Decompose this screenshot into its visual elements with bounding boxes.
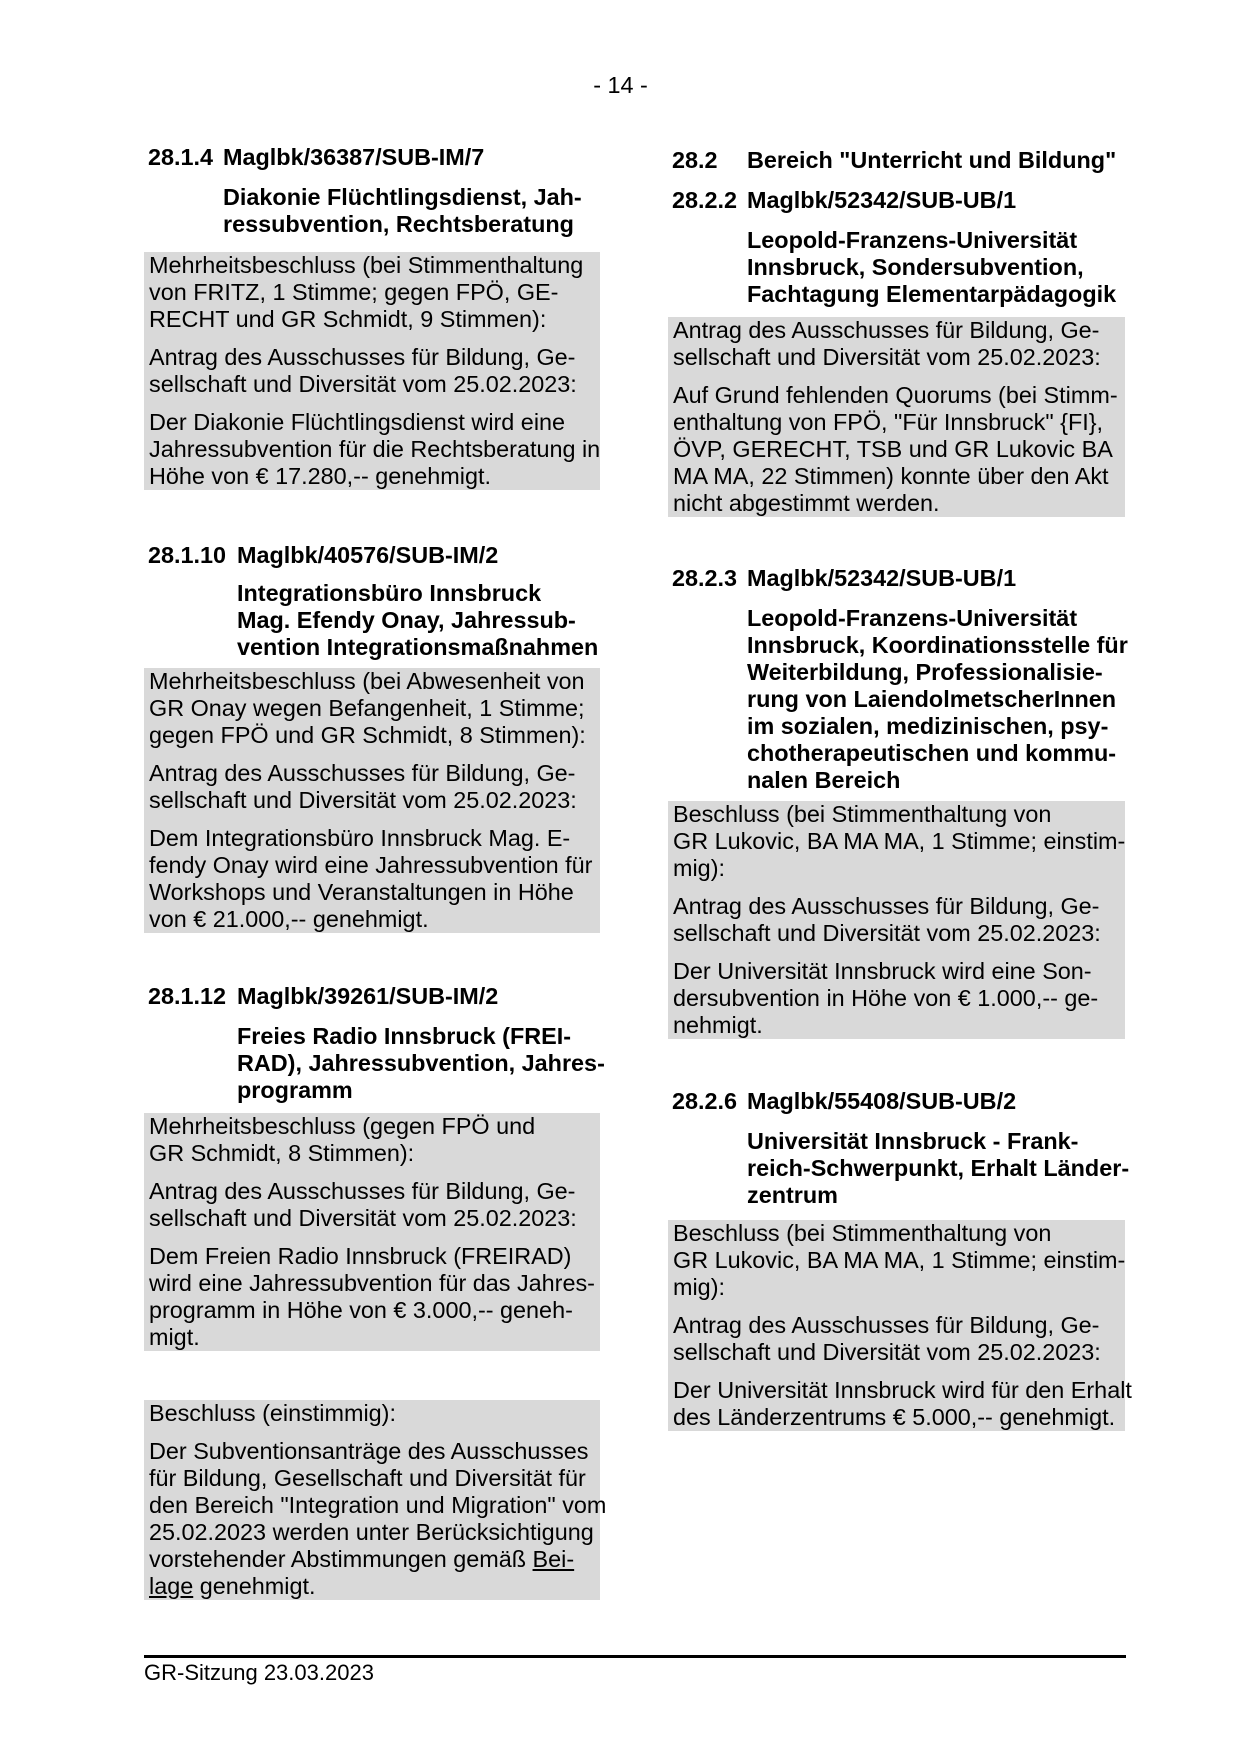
section-heading-28-1-4 <box>144 144 600 171</box>
text-line: Beschluss (bei Stimmenthaltung von <box>673 801 1052 827</box>
title-line: im sozialen, medizinischen, psy- <box>747 713 1109 739</box>
text-line: GR Onay wegen Befangenheit, 1 Stimme; <box>149 695 585 721</box>
text-line: mig): <box>673 1274 725 1300</box>
title-line: Leopold-Franzens-Universität <box>747 227 1078 253</box>
text-line: von € 21.000,-- genehmigt. <box>149 906 429 932</box>
paragraph <box>149 409 601 490</box>
text-line: Antrag des Ausschusses für Bildung, Ge- <box>673 893 1100 919</box>
paragraph <box>673 801 1126 882</box>
section-heading-28-1-10 <box>144 542 600 569</box>
highlight-block-28-1-12 <box>144 1113 600 1351</box>
paragraph <box>673 1220 1126 1301</box>
text-line: MA MA, 22 Stimmen) konnte über den Akt <box>673 463 1109 489</box>
highlight-block-28-2-6 <box>668 1220 1132 1431</box>
text-line: sellschaft und Diversität vom 25.02.2023: <box>673 1339 1101 1365</box>
section-code: Maglbk/40576/SUB-IM/2 <box>237 542 499 568</box>
title-line: Innsbruck, Sondersubvention, <box>747 254 1084 280</box>
text-line: sellschaft und Diversität vom 25.02.2023: <box>149 787 577 813</box>
section-number: 28.1.10 <box>148 542 227 568</box>
section-code: Maglbk/39261/SUB-IM/2 <box>237 983 499 1009</box>
highlight-block-28-2-2 <box>668 317 1125 517</box>
text-line: GR Lukovic, BA MA MA, 1 Stimme; einstim- <box>673 1247 1126 1273</box>
text-line: von FRITZ, 1 Stimme; gegen FPÖ, GE- <box>149 279 559 305</box>
text-line: Dem Integrationsbüro Innsbruck Mag. E- <box>149 825 571 851</box>
text-line: Auf Grund fehlenden Quorums (bei Stimm- <box>673 382 1118 408</box>
text-line: Der Subventionsanträge des Ausschusses <box>149 1438 589 1464</box>
title-line: nalen Bereich <box>747 767 901 793</box>
text-line: Antrag des Ausschusses für Bildung, Ge- <box>149 760 576 786</box>
paragraph <box>149 252 596 333</box>
section-title-28-2-6 <box>747 1128 1130 1209</box>
text-line: nehmigt. <box>673 1012 763 1038</box>
text-line: GR Lukovic, BA MA MA, 1 Stimme; einstim- <box>673 828 1126 854</box>
text-line: sellschaft und Diversität vom 25.02.2023: <box>673 344 1101 370</box>
paragraph <box>673 1377 1132 1431</box>
area-header-28-2 <box>668 147 1125 174</box>
section-number: 28.1.12 <box>148 983 227 1009</box>
title-line: Weiterbildung, Professionalisie- <box>747 659 1103 685</box>
text-segment: vorstehender Abstimmungen gemäß <box>149 1546 533 1572</box>
text-line: migt. <box>149 1324 200 1350</box>
paragraph <box>149 344 596 398</box>
text-line: sellschaft und Diversität vom 25.02.2023: <box>149 371 577 397</box>
text-line: Beschluss (einstimmig): <box>149 1400 396 1426</box>
text-line: RECHT und GR Schmidt, 9 Stimmen): <box>149 306 547 332</box>
title-line: reich-Schwerpunkt, Erhalt Länder- <box>747 1155 1130 1181</box>
text-line: ÖVP, GERECHT, TSB und GR Lukovic BA <box>673 436 1113 462</box>
text-line: Beschluss (bei Stimmenthaltung von <box>673 1220 1052 1246</box>
area-header-label: Bereich "Unterricht und Bildung" <box>747 147 1117 173</box>
text-line: gegen FPÖ und GR Schmidt, 8 Stimmen): <box>149 722 586 748</box>
footer-text: GR-Sitzung 23.03.2023 <box>144 1660 374 1685</box>
section-code: Maglbk/36387/SUB-IM/7 <box>223 144 485 170</box>
section-heading-28-2-2 <box>668 187 1125 214</box>
highlight-block-28-1-10 <box>144 668 600 933</box>
title-line: chotherapeutischen und kommu- <box>747 740 1117 766</box>
beilage-underlined-text: Bei- <box>532 1546 575 1572</box>
text-line: dersubvention in Höhe von € 1.000,-- ge- <box>673 985 1099 1011</box>
section-number: 28.2.2 <box>672 187 738 213</box>
text-line <box>149 1573 596 1600</box>
title-line: rung von LaiendolmetscherInnen <box>747 686 1117 712</box>
paragraph <box>149 668 596 749</box>
paragraph <box>673 317 1121 371</box>
section-number: 28.2 <box>672 147 718 173</box>
title-line: Innsbruck, Koordinationsstelle für <box>747 632 1128 658</box>
text-line: Der Diakonie Flüchtlingsdienst wird eine <box>149 409 566 435</box>
section-number: 28.2.6 <box>672 1088 738 1114</box>
text-line: Antrag des Ausschusses für Bildung, Ge- <box>673 1312 1100 1338</box>
paragraph <box>149 1113 596 1167</box>
footer-divider <box>144 1655 1126 1658</box>
title-line: Diakonie Flüchtlingsdienst, Jah- <box>223 184 582 210</box>
section-code: Maglbk/52342/SUB-UB/1 <box>747 187 1017 213</box>
text-line: sellschaft und Diversität vom 25.02.2023: <box>149 1205 577 1231</box>
text-line: Jahressubvention für die Rechtsberatung in <box>149 436 601 462</box>
section-heading-28-2-3 <box>668 565 1125 592</box>
text-line: nicht abgestimmt werden. <box>673 490 940 516</box>
text-line: des Länderzentrums € 5.000,-- genehmigt. <box>673 1404 1116 1430</box>
paragraph <box>673 1312 1121 1366</box>
text-segment: genehmigt. <box>193 1573 316 1599</box>
text-line: GR Schmidt, 8 Stimmen): <box>149 1140 415 1166</box>
paragraph <box>673 893 1121 947</box>
highlight-block-28-2-3 <box>668 801 1125 1039</box>
section-code: Maglbk/52342/SUB-UB/1 <box>747 565 1017 591</box>
paragraph <box>673 958 1121 1039</box>
text-line: programm in Höhe von € 3.000,-- geneh- <box>149 1297 573 1323</box>
paragraph <box>149 825 596 933</box>
text-line: Antrag des Ausschusses für Bildung, Ge- <box>149 344 576 370</box>
paragraph <box>149 760 596 814</box>
section-title-28-1-4 <box>223 184 600 238</box>
text-line: Antrag des Ausschusses für Bildung, Ge- <box>673 317 1100 343</box>
text-line <box>149 1546 596 1573</box>
highlight-block-closing-decision <box>144 1400 607 1600</box>
section-number: 28.1.4 <box>148 144 214 170</box>
text-line: Workshops und Veranstaltungen in Höhe <box>149 879 574 905</box>
title-line: RAD), Jahressubvention, Jahres- <box>237 1050 605 1076</box>
text-line: den Bereich "Integration und Migration" vom <box>149 1492 607 1518</box>
paragraph <box>149 1438 607 1600</box>
text-line: Der Universität Innsbruck wird für den Erhalt <box>673 1377 1132 1403</box>
text-line: Höhe von € 17.280,-- genehmigt. <box>149 463 491 489</box>
paragraph <box>149 1400 596 1427</box>
title-line: vention Integrationsmaßnahmen <box>237 634 599 660</box>
text-line: fendy Onay wird eine Jahressubvention für <box>149 852 593 878</box>
text-line: 25.02.2023 werden unter Berücksichtigung <box>149 1519 594 1545</box>
highlight-block-28-1-4 <box>144 252 600 490</box>
text-line: wird eine Jahressubvention für das Jahres- <box>149 1270 595 1296</box>
section-title-28-2-2 <box>747 227 1125 308</box>
title-line: Leopold-Franzens-Universität <box>747 605 1078 631</box>
title-line: ressubvention, Rechtsberatung <box>223 211 574 237</box>
paragraph <box>673 382 1121 517</box>
text-line: Antrag des Ausschusses für Bildung, Ge- <box>149 1178 576 1204</box>
text-line: mig): <box>673 855 725 881</box>
beilage-underlined-text: lage <box>149 1573 194 1599</box>
paragraph <box>149 1243 596 1351</box>
title-line: Fachtagung Elementarpädagogik <box>747 281 1117 307</box>
text-line: Mehrheitsbeschluss (bei Abwesenheit von <box>149 668 585 694</box>
title-line: programm <box>237 1077 353 1103</box>
text-line: Der Universität Innsbruck wird eine Son- <box>673 958 1092 984</box>
text-line: für Bildung, Gesellschaft und Diversität für <box>149 1465 586 1491</box>
section-code: Maglbk/55408/SUB-UB/2 <box>747 1088 1017 1114</box>
section-heading-28-1-12 <box>144 983 600 1010</box>
text-line: Mehrheitsbeschluss (bei Stimmenthaltung <box>149 252 584 278</box>
title-line: Freies Radio Innsbruck (FREI- <box>237 1023 572 1049</box>
title-line: Mag. Efendy Onay, Jahressub- <box>237 607 576 633</box>
section-title-28-1-12 <box>237 1023 605 1104</box>
text-line: sellschaft und Diversität vom 25.02.2023: <box>673 920 1101 946</box>
section-heading-28-2-6 <box>668 1088 1125 1115</box>
page-number: - 14 - <box>593 72 648 98</box>
title-line: Integrationsbüro Innsbruck <box>237 580 542 606</box>
text-line: Dem Freien Radio Innsbruck (FREIRAD) <box>149 1243 572 1269</box>
paragraph <box>149 1178 596 1232</box>
section-title-28-1-10 <box>237 580 600 661</box>
section-title-28-2-3 <box>747 605 1128 794</box>
title-line: zentrum <box>747 1182 838 1208</box>
title-line: Universität Innsbruck - Frank- <box>747 1128 1079 1154</box>
text-line: enthaltung von FPÖ, "Für Innsbruck" {FI}, <box>673 409 1104 435</box>
section-number: 28.2.3 <box>672 565 738 591</box>
text-line: Mehrheitsbeschluss (gegen FPÖ und <box>149 1113 536 1139</box>
